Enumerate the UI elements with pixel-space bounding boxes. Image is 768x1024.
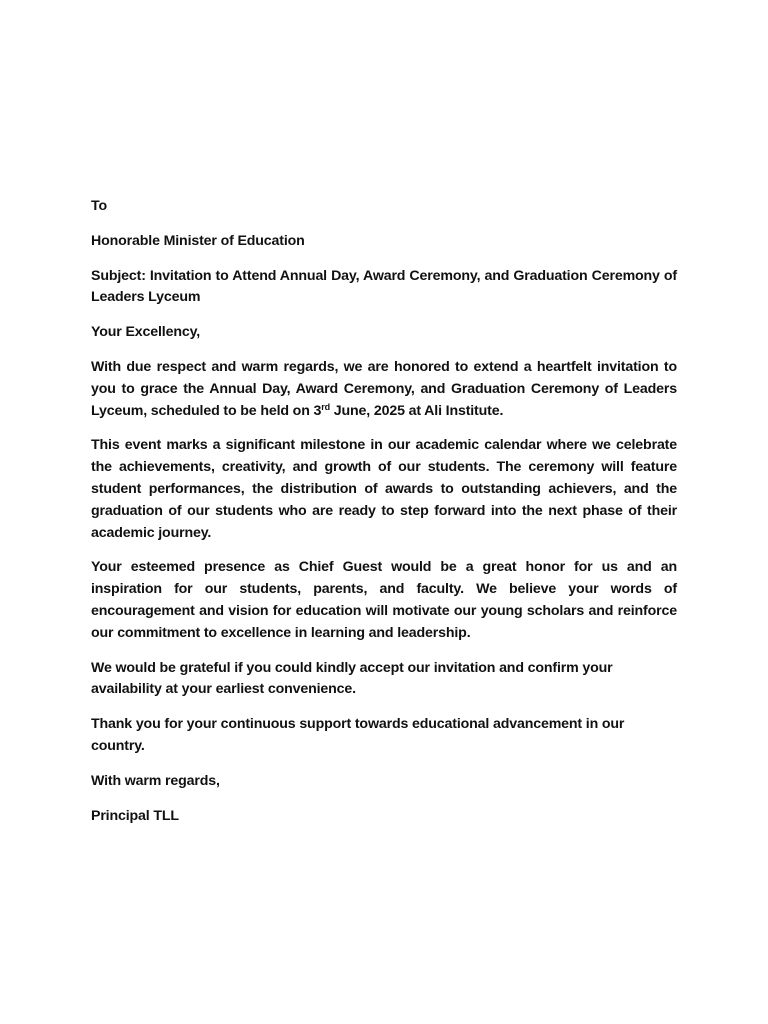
salutation: Your Excellency, bbox=[91, 324, 201, 341]
date-ordinal-suffix: rd bbox=[321, 401, 330, 412]
subject-line: Subject: Invitation to Attend Annual Day, Award Ceremony, and Graduation Ceremony of Leaders Lyceum bbox=[91, 267, 677, 306]
letter-body bbox=[91, 196, 677, 840]
paragraph-invitation-text: With due respect and warm regards, we are honored to extend a heartfelt invitation to you to grace the Annual Day, Award Ceremony, and Graduation Ceremony of Leaders Lyceum, scheduled to be held on 3 bbox=[91, 358, 677, 419]
paragraph-event: This event marks a significant milestone in our academic calendar where we celebrate the achievements, creativity, and growth of our students. The ceremony will feature student performances, the distribution of awards to outstanding achievers, and the graduation of our students who are ready to step forward into the next phase of their academic journey. bbox=[91, 437, 677, 541]
to-line: To bbox=[91, 198, 107, 214]
paragraph-thanks: Thank you for your continuous support towards educational advancement in our country. bbox=[91, 716, 625, 754]
closing: With warm regards, bbox=[91, 772, 220, 789]
paragraph-request: We would be grateful if you could kindly accept our invitation and confirm your availability at your earliest convenience. bbox=[91, 659, 613, 698]
recipient-line: Honorable Minister of Education bbox=[91, 232, 305, 249]
paragraph-chief-guest: Your esteemed presence as Chief Guest would be a great honor for us and an inspiration for our students, parents, and faculty. We believe your words of encouragement and vision for education will motivate our young scholars and reinforce our commitment to excellence in learning and leadership. bbox=[91, 559, 677, 641]
paragraph-invitation-date: June, 2025 at Ali Institute. bbox=[329, 402, 504, 419]
signature: Principal TLL bbox=[91, 807, 179, 824]
paragraph-invitation bbox=[91, 357, 677, 422]
